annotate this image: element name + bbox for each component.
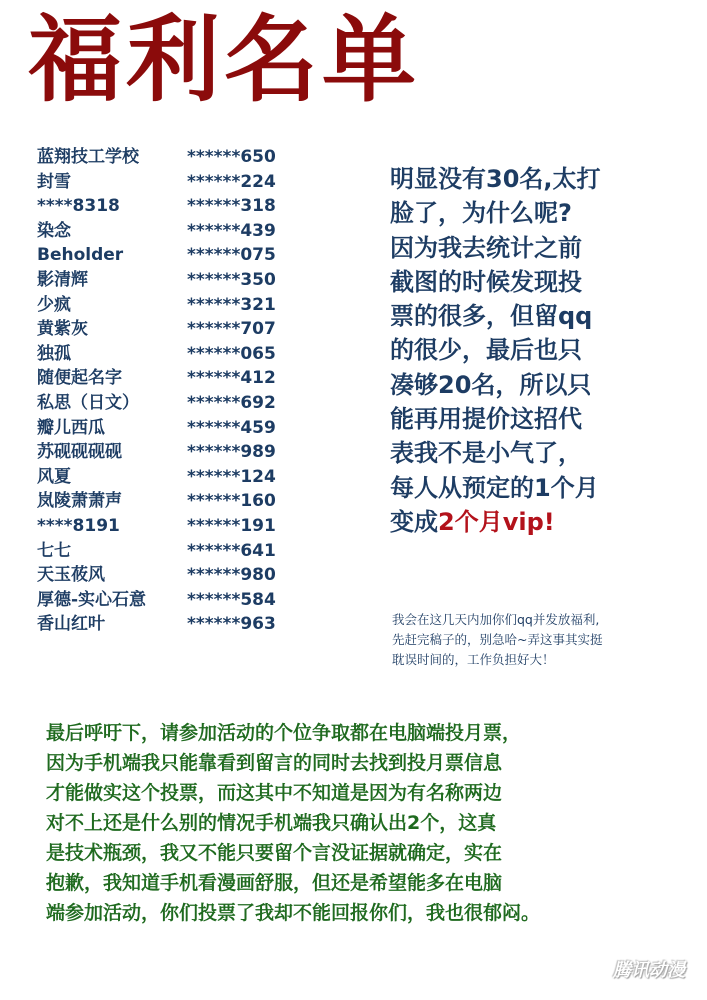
- winner-code: ******692: [187, 392, 276, 413]
- appeal-line: 最后呼吁下，请参加活动的个位争取都在电脑端投月票，: [46, 722, 522, 744]
- small-note-line: 先赶完稿子的，别急哈~弄这事其实挺: [392, 632, 603, 647]
- note-line: 明显没有30名,太打: [390, 165, 601, 193]
- note-line: 的很少，最后也只: [390, 336, 582, 365]
- list-item: [37, 268, 337, 293]
- winner-name: 私思（日文）: [37, 392, 139, 413]
- winner-name: 瓣儿西瓜: [37, 417, 105, 438]
- small-note: [392, 610, 697, 670]
- winner-code: ******160: [187, 491, 276, 512]
- list-item: [37, 391, 337, 416]
- winner-name: ****8318: [37, 196, 120, 217]
- page-title: 福利名单: [28, 6, 421, 115]
- list-item: [37, 317, 337, 342]
- winner-code: ******439: [187, 220, 276, 241]
- winner-code: ******191: [187, 515, 276, 536]
- note-line: 表我不是小气了，: [390, 439, 582, 468]
- note-line: 脸了，为什么呢?: [390, 199, 572, 228]
- winner-code: ******650: [187, 147, 276, 167]
- winner-name: 染念: [37, 220, 71, 241]
- appeal-line: 因为手机端我只能靠看到留言的同时去找到投月票信息: [46, 752, 503, 774]
- winner-name: 七七: [37, 540, 71, 561]
- winner-name: 少疯: [37, 294, 71, 315]
- winner-code: ******584: [187, 589, 276, 610]
- note-last-line: [390, 505, 690, 539]
- list-item: [37, 366, 337, 391]
- winner-name: 蓝翔技工学校: [37, 147, 139, 167]
- list-item: [37, 293, 337, 318]
- watermark-logo: 腾讯动漫: [613, 960, 685, 981]
- appeal-paragraph: [46, 718, 696, 928]
- list-item: [37, 465, 337, 490]
- winner-name: 黄紫灰: [37, 319, 88, 340]
- winner-code: ******124: [187, 466, 276, 487]
- winner-name: 天玉莜风: [37, 565, 105, 586]
- winner-name: ****8191: [37, 515, 120, 536]
- winner-name: 风夏: [37, 466, 71, 487]
- winner-code: ******980: [187, 565, 276, 586]
- note-line: 每人从预定的1个月: [390, 473, 599, 502]
- list-item: [37, 194, 337, 219]
- appeal-line: 对不上还是什么别的情况手机端我只确认出2个，这真: [46, 812, 497, 834]
- note-line: 截图的时候发现投: [390, 267, 582, 296]
- winner-name: 苏砚砚砚砚: [37, 442, 122, 463]
- vip-highlight: 2个月vip!: [438, 507, 555, 536]
- winner-code: ******963: [187, 614, 276, 635]
- list-item: [37, 489, 337, 514]
- winner-name: 影清辉: [37, 269, 88, 290]
- winner-list: [37, 145, 337, 637]
- winner-name: 厚德-实心石意: [37, 589, 147, 610]
- winner-code: ******989: [187, 442, 276, 463]
- appeal-line: 端参加活动，你们投票了我却不能回报你们，我也很郁闷。: [46, 902, 541, 924]
- winner-code: ******459: [187, 417, 276, 438]
- list-item: [37, 539, 337, 564]
- list-item: [37, 219, 337, 244]
- winner-code: ******412: [187, 368, 276, 389]
- winner-code: ******065: [187, 343, 276, 364]
- list-item: [37, 243, 337, 268]
- winner-name: 岚陵萧萧声: [37, 491, 122, 512]
- note-line: 票的很多，但留qq: [390, 302, 593, 331]
- list-item: [37, 588, 337, 613]
- list-item: [37, 416, 337, 441]
- appeal-line: 抱歉，我知道手机看漫画舒服，但还是希望能多在电脑: [46, 872, 503, 894]
- list-item: [37, 563, 337, 588]
- list-item: [37, 612, 337, 637]
- winner-code: ******224: [187, 171, 276, 192]
- small-note-line: 我会在这几天内加你们qq并发放福利,: [392, 612, 600, 627]
- winner-name: 封雪: [37, 171, 71, 192]
- list-item: [37, 145, 337, 170]
- list-item: [37, 342, 337, 367]
- winner-name: 香山红叶: [37, 614, 105, 635]
- winner-code: ******350: [187, 269, 276, 290]
- explanation-note: [390, 162, 690, 539]
- note-line: 凑够20名，所以只: [390, 370, 592, 399]
- winner-name: 独孤: [37, 343, 71, 364]
- list-item: [37, 514, 337, 539]
- winner-code: ******707: [187, 319, 276, 340]
- appeal-line: 才能做实这个投票，而这其中不知道是因为有名称两边: [46, 782, 503, 804]
- winner-code: ******641: [187, 540, 276, 561]
- winner-code: ******321: [187, 294, 276, 315]
- list-item: [37, 170, 337, 195]
- note-line: 能再用提价这招代: [390, 405, 582, 434]
- winner-name: 随便起名字: [37, 368, 122, 389]
- list-item: [37, 440, 337, 465]
- winner-code: ******318: [187, 196, 276, 217]
- winner-name: Beholder: [37, 245, 124, 266]
- small-note-line: 耽误时间的，工作负担好大！: [392, 652, 555, 667]
- appeal-line: 是技术瓶颈，我又不能只要留个言没证据就确定，实在: [46, 842, 503, 864]
- note-last-prefix: 变成: [390, 507, 438, 536]
- note-line: 因为我去统计之前: [390, 233, 582, 262]
- winner-code: ******075: [187, 245, 276, 266]
